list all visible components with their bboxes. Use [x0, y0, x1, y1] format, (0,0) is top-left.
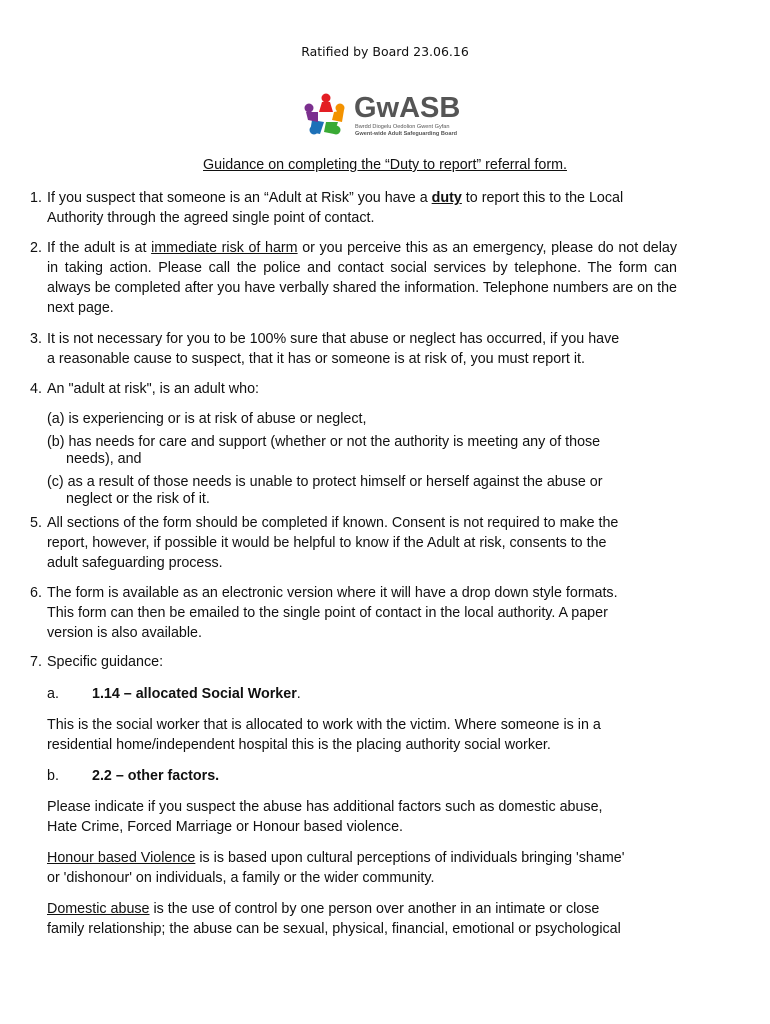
duty-emphasis: duty — [431, 190, 462, 206]
guidance-a-heading: 1.14 – allocated Social Worker. — [92, 686, 301, 702]
item-4-number: 4. — [30, 381, 42, 397]
guidance-b-text: Please indicate if you suspect the abuse has additional factors such as domestic abuse, Hate Crime, Forced Marriage or Honour based violence. — [47, 799, 603, 835]
item-5-text: All sections of the form should be completed if known. Consent is not required to make the report, however, if possible it would be helpful to know if the Adult at risk, consents to the adult safeguarding process. — [47, 515, 619, 571]
gwasb-logo — [300, 86, 480, 142]
item-1-number: 1. — [30, 190, 42, 206]
page-title: Guidance on completing the “Duty to report” referral form. — [203, 157, 567, 173]
guidance-a-label: a. — [47, 686, 59, 702]
item-1-text: If you suspect that someone is an “Adult at Risk” you have a duty to report this to the Local Authority through the agreed single point of contact. — [47, 190, 624, 226]
guidance-b-heading: 2.2 – other factors. — [92, 768, 220, 784]
item-2-number: 2. — [30, 240, 42, 256]
item-4c: (c) as a result of those needs is unable to protect himself or herself against the abuse or neglect or the risk of it. — [47, 474, 603, 507]
item-3-text: It is not necessary for you to be 100% sure that abuse or neglect has occurred, if you have a reasonable cause to suspect, that it has or someone is at risk of, you must report it. — [47, 331, 620, 367]
domestic-abuse-definition: Domestic abuse is the use of control by one person over another in an intimate or close family relationship; the abuse can be sexual, physical, financial, emotional or psychological — [47, 901, 621, 937]
item-5-number: 5. — [30, 515, 42, 531]
item-3-number: 3. — [30, 331, 42, 347]
item-4-list — [47, 411, 667, 508]
ratified-note: Ratified by Board 23.06.16 — [301, 44, 469, 59]
guidance-a-text: This is the social worker that is allocated to work with the victim. Where someone is in a residential home/independent hospital this is the placing authority social worker. — [47, 717, 601, 753]
immediate-risk-term: immediate risk of harm — [151, 240, 298, 256]
item-7-number: 7. — [30, 654, 42, 670]
item-4-text: An "adult at risk", is an adult who: — [47, 381, 260, 397]
logo-wordmark: GwASB — [354, 92, 461, 124]
item-2-text: If the adult is at immediate risk of harm or you perceive this as an emergency, please do not delay in taking action. Please call the police and contact social services by telephone. The form can always be completed after you have verbally shared the information. Telephone numbers are on the next page. — [47, 240, 677, 316]
item-7-text: Specific guidance: — [47, 654, 164, 670]
honour-violence-definition: Honour based Violence is is based upon cultural perceptions of individuals bringing 'shame' or 'dishonour' on individuals, a family or the wider community. — [47, 850, 625, 886]
honour-violence-term: Honour based Violence — [47, 850, 196, 866]
item-4b: (b) has needs for care and support (whether or not the authority is meeting any of those needs), and — [47, 434, 601, 467]
guidance-b-label: b. — [47, 768, 59, 784]
item-6-number: 6. — [30, 585, 42, 601]
logo-english-line: Gwent-wide Adult Safeguarding Board — [355, 131, 458, 137]
logo-welsh-line: Bwrdd Diogelu Oedolion Gwent Gyfan — [355, 124, 450, 130]
domestic-abuse-term: Domestic abuse — [47, 901, 150, 917]
item-4a: (a) is experiencing or is at risk of abuse or neglect, — [47, 411, 367, 427]
people-circle-icon — [305, 94, 345, 135]
item-6-text: The form is available as an electronic version where it will have a drop down style formats. This form can then be emailed to the single point of contact in the local authority. A paper version is also available. — [47, 585, 618, 641]
